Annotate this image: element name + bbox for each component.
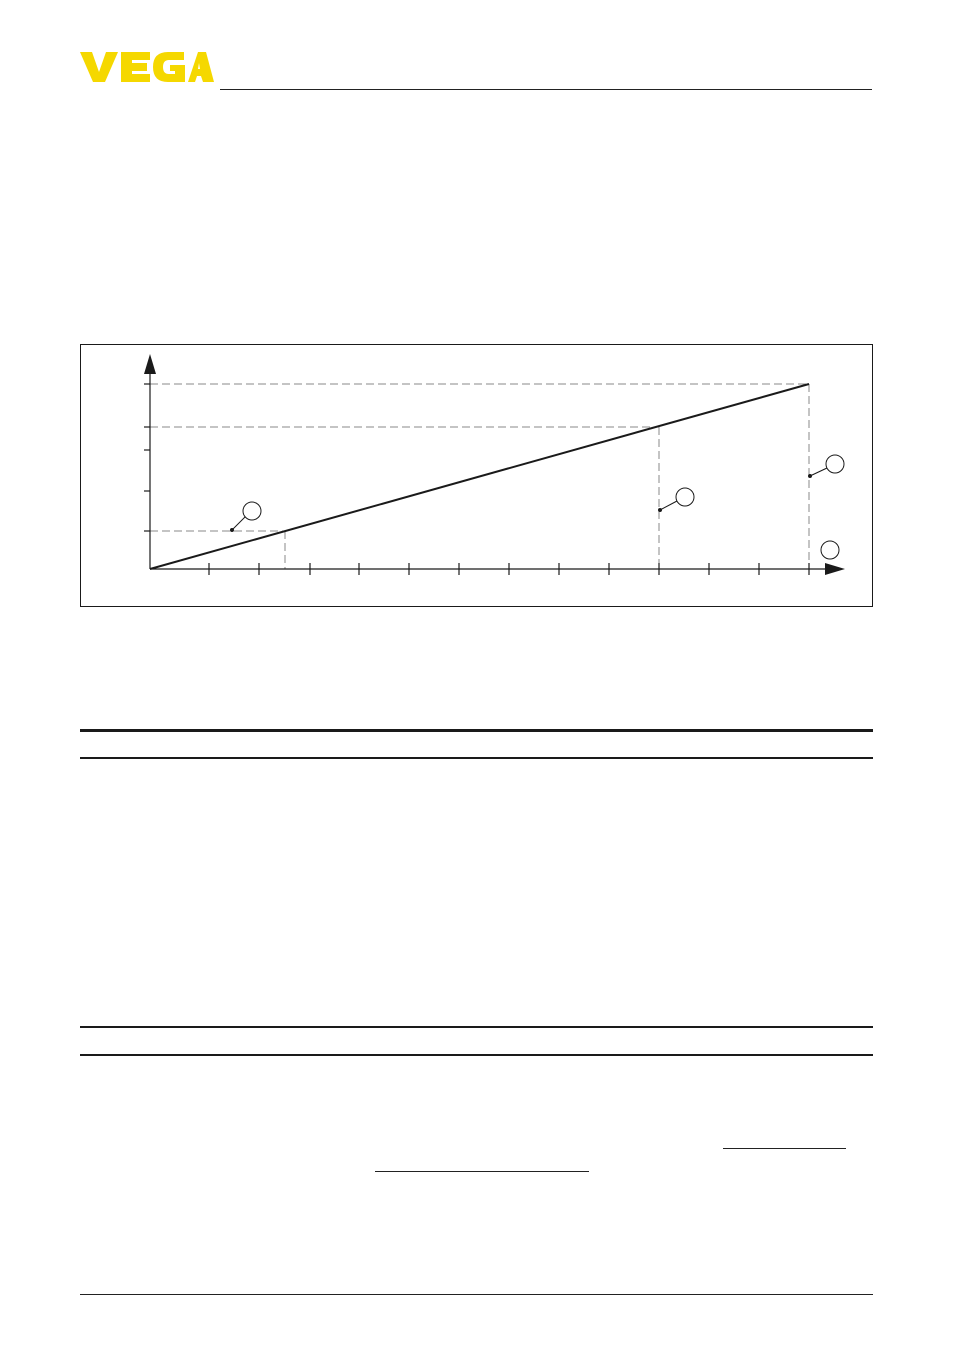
callout-4	[821, 541, 839, 559]
table-2-header-rule	[80, 1054, 873, 1056]
vega-logo	[80, 50, 214, 84]
callout-2	[659, 488, 695, 512]
characteristic-diagram	[80, 344, 873, 607]
characteristic-line	[150, 384, 809, 569]
link-underline[interactable]	[723, 1148, 846, 1149]
callout-3	[809, 455, 845, 478]
table-2-top-rule	[80, 1026, 873, 1028]
callout-1	[231, 502, 262, 532]
x-axis-arrow	[825, 563, 845, 575]
y-axis-arrow	[144, 354, 156, 374]
header-rule	[220, 89, 872, 90]
y-ticks	[144, 384, 150, 531]
footer-rule	[80, 1294, 873, 1295]
table-1-top-rule	[80, 729, 873, 732]
table-1-header-rule	[80, 757, 873, 759]
link-underline[interactable]	[375, 1171, 589, 1172]
vega-logo-letters	[80, 52, 214, 82]
